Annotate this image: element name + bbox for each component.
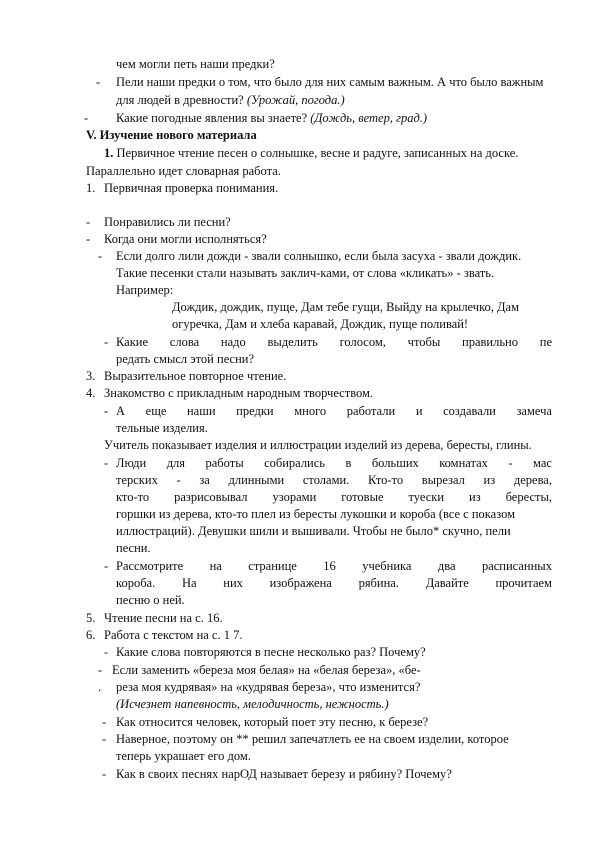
word: слова bbox=[169, 335, 200, 349]
word: них bbox=[223, 576, 243, 590]
text-line: реза моя кудрявая» на «кудрявая береза», что изменится? bbox=[116, 680, 421, 694]
word: расписанных bbox=[481, 559, 552, 573]
text-line: Такие песенки стали называть заклич-ками, от слова «кликать» - звать. bbox=[116, 266, 495, 280]
word: и bbox=[415, 404, 423, 418]
text-line: Если долго лили дожди - звали солнышко, если была засуха - звали дождик. bbox=[116, 249, 522, 263]
word: замеча bbox=[516, 404, 552, 418]
text-line: Чтение песни на с. 16. bbox=[104, 611, 223, 625]
text-line: горшки из дерева, кто-то плел из бересты лукошки и короба (все с показом bbox=[116, 507, 516, 521]
text-line: Какие слова повторяются в песне несколько раз? Почему? bbox=[116, 645, 426, 659]
text-line: Если заменить «береза моя белая» на «белая береза», «бе- bbox=[112, 663, 421, 677]
list-marker: - bbox=[84, 111, 89, 125]
text-line-justified bbox=[116, 558, 552, 574]
word: для bbox=[166, 456, 186, 470]
list-marker: - bbox=[86, 215, 91, 229]
text-line: Наверное, поэтому он ** решил запечатлеть ее на своем изделии, которое bbox=[116, 732, 509, 746]
text-line: чем могли петь наши предки? bbox=[116, 57, 275, 71]
word: Рассмотрите bbox=[116, 559, 184, 573]
word: учебника bbox=[362, 559, 412, 573]
text-line: Когда они могли исполняться? bbox=[104, 232, 267, 246]
text-line: теперь украшает его дом. bbox=[116, 749, 251, 763]
poem-line: Дождик, дождик, пуще, Дам тебе гущи, Выйду на крылечко, Дам bbox=[172, 300, 520, 314]
word: странице bbox=[248, 559, 297, 573]
text-line: Понравились ли песни? bbox=[104, 215, 231, 229]
word: два bbox=[437, 559, 456, 573]
word: - bbox=[508, 456, 513, 470]
word: кто-то bbox=[116, 490, 150, 504]
text-line-justified bbox=[116, 455, 552, 471]
text-line: песню о ней. bbox=[116, 593, 185, 607]
word: работали bbox=[346, 404, 396, 418]
word: на bbox=[209, 559, 222, 573]
list-number: 6. bbox=[86, 628, 96, 642]
word: терских bbox=[116, 473, 158, 487]
list-marker: - bbox=[104, 404, 109, 418]
word: голосом, bbox=[339, 335, 386, 349]
section-heading: V. Изучение нового материала bbox=[86, 128, 257, 142]
word: предки bbox=[236, 404, 274, 418]
text-line-justified bbox=[116, 334, 552, 350]
text-line: Параллельно идет словарная работа. bbox=[86, 164, 281, 178]
text-line: Знакомство с прикладным народным творчеством. bbox=[104, 386, 374, 400]
word: создавали bbox=[443, 404, 496, 418]
text-line: Пели наши предки о том, что было для них самым важным. А что было важным bbox=[116, 75, 544, 89]
list-number: 1. bbox=[86, 181, 96, 195]
word: из bbox=[483, 473, 496, 487]
word: короба. bbox=[116, 576, 156, 590]
word: работы bbox=[205, 456, 244, 470]
list-marker: - bbox=[98, 249, 103, 263]
text-line: Работа с текстом на с. 1 7. bbox=[104, 628, 243, 642]
text-line: для людей в древности? (Урожай, погода.) bbox=[116, 93, 345, 107]
word: А bbox=[116, 404, 126, 418]
text-line-justified bbox=[116, 472, 552, 488]
word: узорами bbox=[272, 490, 317, 504]
word: Кто-то bbox=[367, 473, 404, 487]
word: 16 bbox=[323, 559, 336, 573]
word: много bbox=[294, 404, 327, 418]
word: комнатах bbox=[439, 456, 488, 470]
list-marker: . bbox=[98, 680, 102, 694]
word: еще bbox=[145, 404, 167, 418]
word: дерева, bbox=[513, 473, 552, 487]
list-marker: - bbox=[86, 232, 91, 246]
word: мас bbox=[533, 456, 552, 470]
list-marker: - bbox=[102, 732, 107, 746]
word: больших bbox=[371, 456, 419, 470]
text-line: Учитель показывает изделия и иллюстрации изделий из дерева, бересты, глины. bbox=[104, 438, 532, 452]
text-line-justified bbox=[116, 575, 552, 591]
text-line-justified bbox=[116, 489, 552, 505]
word: пе bbox=[539, 335, 552, 349]
text-line: тельные изделия. bbox=[116, 421, 208, 435]
text-line: Как относится человек, который поет эту песню, к березе? bbox=[116, 715, 429, 729]
text-line: редать смысл этой песни? bbox=[116, 352, 255, 366]
word: в bbox=[345, 456, 352, 470]
text-line: Как в своих песнях нарОД называет березу и рябину? Почему? bbox=[116, 767, 452, 781]
list-marker: - bbox=[98, 663, 103, 677]
text-line: песни. bbox=[116, 541, 151, 555]
word: туески bbox=[408, 490, 445, 504]
word: разрисовывал bbox=[174, 490, 248, 504]
word: из bbox=[469, 490, 481, 504]
word: прочитаем bbox=[495, 576, 552, 590]
word: длинными bbox=[228, 473, 285, 487]
list-marker: - bbox=[102, 767, 107, 781]
word: чтобы bbox=[407, 335, 441, 349]
word: рябина. bbox=[358, 576, 399, 590]
word: наши bbox=[186, 404, 216, 418]
word: готовые bbox=[341, 490, 384, 504]
list-marker: - bbox=[104, 335, 109, 349]
word: за bbox=[199, 473, 210, 487]
word: бересты, bbox=[505, 490, 552, 504]
list-marker: - bbox=[104, 559, 109, 573]
text-line: Первичная проверка понимания. bbox=[104, 181, 279, 195]
word: собирались bbox=[264, 456, 325, 470]
word: надо bbox=[220, 335, 246, 349]
text-line: Выразительное повторное чтение. bbox=[104, 369, 287, 383]
list-marker: - bbox=[104, 456, 109, 470]
word: правильно bbox=[462, 335, 518, 349]
list-marker: - bbox=[102, 715, 107, 729]
list-number: 4. bbox=[86, 386, 96, 400]
word: выделить bbox=[267, 335, 318, 349]
text-line-italic: (Исчезнет напевность, мелодичность, нежность.) bbox=[116, 697, 389, 711]
word: Давайте bbox=[425, 576, 469, 590]
word: - bbox=[176, 473, 181, 487]
poem-line: огуречка, Дам и хлеба каравай, Дождик, пуще поливай! bbox=[172, 317, 469, 331]
word: Люди bbox=[116, 456, 147, 470]
word: вырезал bbox=[421, 473, 465, 487]
word: изображена bbox=[269, 576, 332, 590]
word: Какие bbox=[116, 335, 149, 349]
text-line: Какие погодные явления вы знаете? (Дождь, ветер, град.) bbox=[116, 111, 428, 125]
word: На bbox=[181, 576, 197, 590]
list-number: 5. bbox=[86, 611, 96, 625]
text-line: Например: bbox=[116, 283, 174, 297]
text-line: иллюстраций). Девушки шили и вышивали. Чтобы не было* скучно, пели bbox=[116, 524, 511, 538]
word: столами. bbox=[302, 473, 350, 487]
text-line-justified bbox=[116, 403, 552, 419]
text-line: 1. Первичное чтение песен о солнышке, весне и радуге, записанных на доске. bbox=[104, 146, 519, 160]
list-number: 3. bbox=[86, 369, 96, 383]
list-marker: - bbox=[96, 75, 101, 89]
list-marker: - bbox=[104, 645, 109, 659]
